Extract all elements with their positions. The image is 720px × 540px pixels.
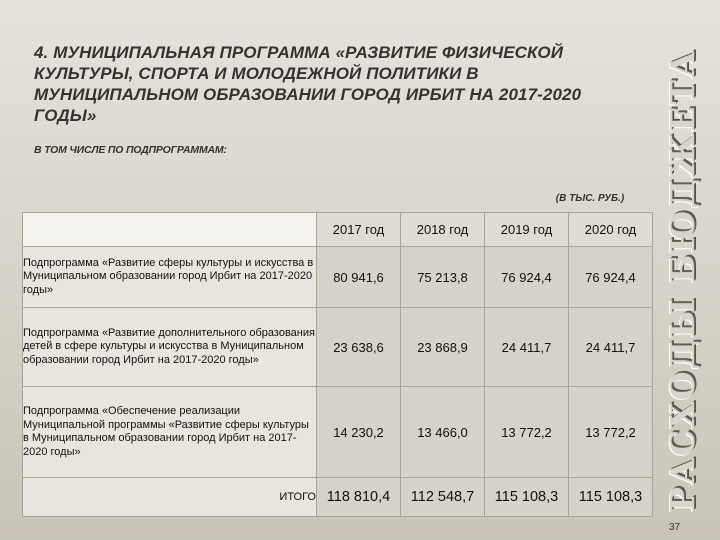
row-label: Подпрограмма «Обеспечение реализации Муниципальной программы «Развитие сферы культуры в Муниципальном образовании город Ирбит на 2017-2020 годы» — [23, 387, 317, 478]
budget-table — [22, 212, 653, 517]
units-label: (В ТЫС. РУБ.) — [555, 193, 625, 204]
total-row — [23, 478, 653, 517]
row-label: Подпрограмма «Развитие дополнительного образования детей в сфере культуры и искусства в Муниципальном образовании город Ирбит на 2017-2020 годы» — [23, 308, 317, 387]
cell-value: 75 213,8 — [401, 247, 485, 308]
slide-subtitle: В ТОМ ЧИСЛЕ ПО ПОДПРОГРАММАМ: — [34, 144, 227, 156]
header-corner-cell — [23, 213, 317, 247]
cell-value: 13 772,2 — [485, 387, 569, 478]
header-2019: 2019 год — [485, 213, 569, 247]
total-label: ИТОГО — [23, 478, 317, 517]
table-row — [23, 387, 653, 478]
total-value: 115 108,3 — [569, 478, 653, 517]
cell-value: 13 772,2 — [569, 387, 653, 478]
header-2017: 2017 год — [317, 213, 401, 247]
total-value: 115 108,3 — [485, 478, 569, 517]
cell-value: 23 868,9 — [401, 308, 485, 387]
cell-value: 76 924,4 — [569, 247, 653, 308]
cell-value: 13 466,0 — [401, 387, 485, 478]
row-label: Подпрограмма «Развитие сферы культуры и искусства в Муниципальном образовании город Ирбит на 2017-2020 годы» — [23, 247, 317, 308]
cell-value: 23 638,6 — [317, 308, 401, 387]
cell-value: 76 924,4 — [485, 247, 569, 308]
cell-value: 24 411,7 — [569, 308, 653, 387]
side-title-text: РАСХОДЫ БЮДЖЕТА — [662, 48, 702, 512]
cell-value: 24 411,7 — [485, 308, 569, 387]
header-2018: 2018 год — [401, 213, 485, 247]
cell-value: 80 941,6 — [317, 247, 401, 308]
side-title — [652, 30, 712, 530]
total-value: 118 810,4 — [317, 478, 401, 517]
table-row — [23, 308, 653, 387]
table-row — [23, 247, 653, 308]
cell-value: 14 230,2 — [317, 387, 401, 478]
page-number: 37 — [669, 522, 681, 533]
slide-title: 4. МУНИЦИПАЛЬНАЯ ПРОГРАММА «РАЗВИТИЕ ФИЗИЧЕСКОЙ КУЛЬТУРЫ, СПОРТА И МОЛОДЕЖНОЙ ПОЛИТИКИ В МУНИЦИПАЛЬНОМ ОБРАЗОВАНИИ ГОРОД ИРБИТ НА 2017-2020 ГОДЫ» — [34, 43, 582, 125]
table-header-row — [23, 213, 653, 247]
header-2020: 2020 год — [569, 213, 653, 247]
total-value: 112 548,7 — [401, 478, 485, 517]
